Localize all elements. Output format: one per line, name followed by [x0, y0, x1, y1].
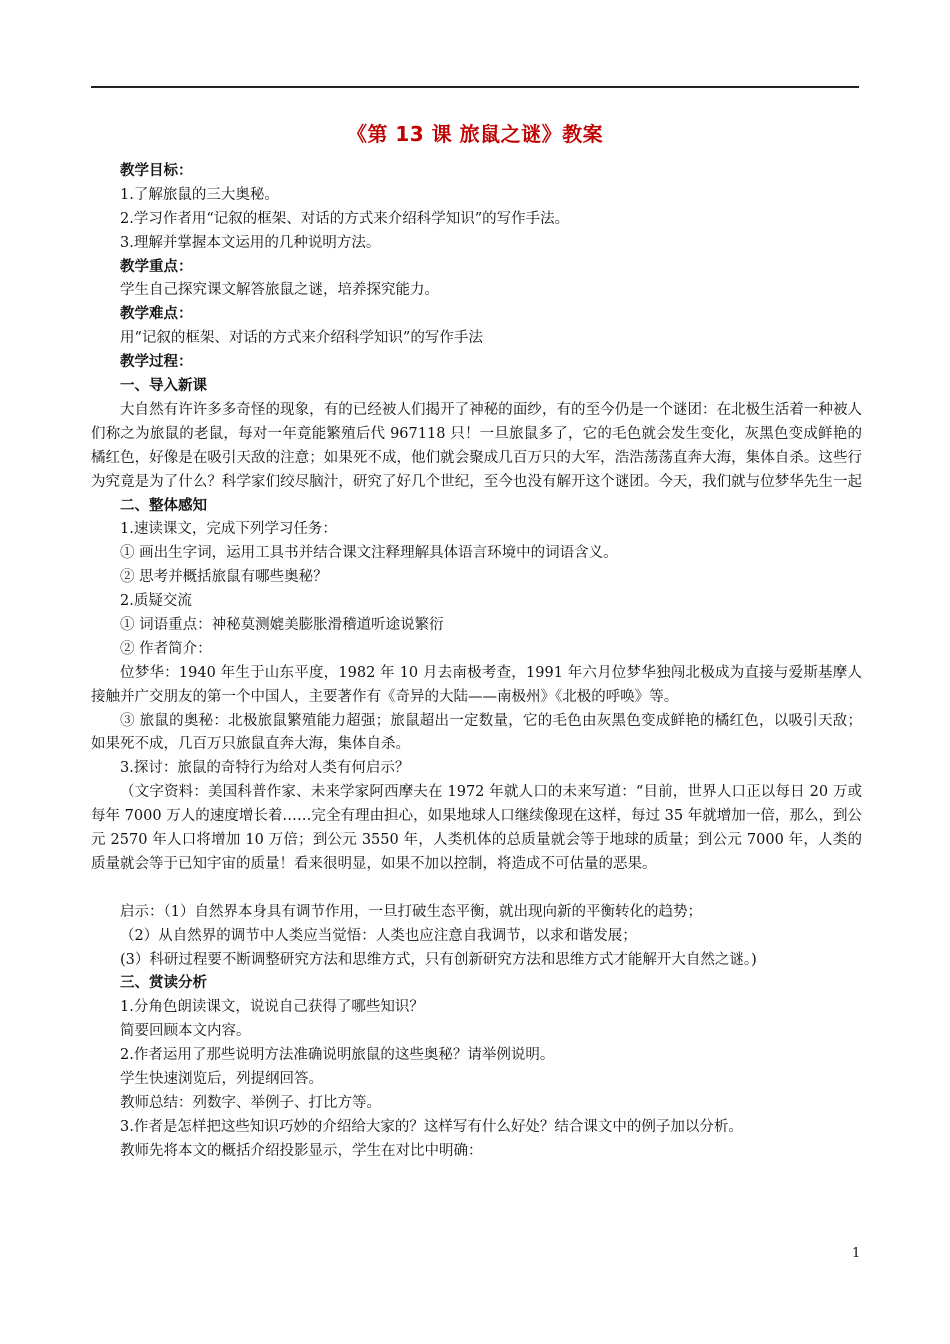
document-body	[91, 160, 862, 1164]
header-rule	[91, 86, 859, 88]
body-line: 3.理解并掌握本文运用的几种说明方法。	[120, 234, 381, 251]
body-line: 简要回顾本文内容。	[120, 1023, 251, 1040]
body-line: 用“记叙的框架、对话的方式来介绍科学知识”的写作手法	[120, 330, 483, 347]
section-heading: 教学重点：	[120, 258, 193, 275]
document-title: 《第 13 课 旅鼠之谜》教案	[346, 122, 604, 146]
section-heading: 教学目标：	[120, 163, 193, 179]
section-heading: 教学过程：	[120, 354, 193, 371]
body-line: 2.质疑交流	[120, 593, 192, 610]
body-line: 启示：（1）自然界本身具有调节作用，一旦打破生态平衡，就出现向新的平衡转化的趋势；	[120, 903, 702, 920]
body-line: 1.了解旅鼠的三大奥秘。	[120, 186, 279, 203]
body-line: 教师总结：列数字、举例子、打比方等。	[120, 1094, 381, 1111]
body-line: 1.分角色朗读课文，说说自己获得了哪些知识？	[120, 999, 424, 1016]
body-line: ① 词语重点：神秘莫测媲美膨胀滑稽道听途说繁衍	[120, 616, 444, 633]
body-paragraph: （文字资料：美国科普作家、未来学家阿西摩夫在 1972 年就人口的未来写道：“目前，世界人口正以每日 20 万或每年 7000 万人的速度增长着……完全有理由担心，如果地球人口继续像现在这样，每过 35 年就增加一倍，那么，到公元 2570 年人口将增加 10 万倍；到公元 3550 年，人类机体的总质量就会等于地球的质量；到公元 7000 年，人类的质量就会等于已知宇宙的质量！看来很明显，如果不加以控制，将造成不可估量的恶果。	[91, 784, 862, 872]
body-paragraph: 大自然有许许多多奇怪的现象，有的已经被人们揭开了神秘的面纱，有的至今仍是一个谜团：在北极生活着一种被人们称之为旅鼠的老鼠，每对一年竟能繁殖后代 967118 只！一旦旅鼠多了，它的毛色就会发生变化，灰黑色变成鲜艳的橘红色，好像是在吸引天敌的注意；如果死不成，他们就会聚成几百万只的大军，浩浩荡荡直奔大海，集体自杀。这些行为究竟是为了什么？科学家们绞尽脑汁，研究了好几个世纪，至今也没有解开这个谜团。今天，我们就与位梦华先生一起	[91, 401, 862, 490]
body-line: ② 思考并概括旅鼠有哪些奥秘？	[120, 569, 328, 586]
body-paragraph: 位梦华：1940 年生于山东平度，1982 年 10 月去南极考查，1991 年六月位梦华独闯北极成为直接与爱斯基摩人接触并广交朋友的第一个中国人，主要著作有《奇异的大陆——南极州》《北极的呼唤》等。	[91, 664, 862, 705]
body-line: 3.作者是怎样把这些知识巧妙的介绍给大家的？这样写有什么好处？结合课文中的例子加以分析。	[120, 1118, 743, 1135]
body-line: (3）科研过程要不断调整研究方法和思维方式，只有创新研究方法和思维方式才能解开大自然之谜。)	[120, 951, 757, 968]
body-line: 3.探讨：旅鼠的奇特行为给对人类有何启示？	[120, 760, 410, 777]
body-line: （2）从自然界的调节中人类应当觉悟：人类也应注意自我调节，以求和谐发展；	[120, 927, 637, 944]
section-heading: 教学难点：	[120, 306, 193, 323]
body-line: 1.速读课文，完成下列学习任务：	[120, 521, 337, 538]
body-line: ① 画出生字词，运用工具书并结合课文注释理解具体语言环境中的词语含义。	[120, 545, 618, 562]
section-heading: 一、导入新课	[120, 378, 207, 395]
body-paragraph: ③ 旅鼠的奥秘：北极旅鼠繁殖能力超强；旅鼠超出一定数量，它的毛色由灰黑色变成鲜艳的橘红色，以吸引天敌；如果死不成，几百万只旅鼠直奔大海，集体自杀。	[91, 712, 862, 753]
body-line: 2.学习作者用“记叙的框架、对话的方式来介绍科学知识”的写作手法。	[120, 210, 570, 227]
body-line: 教师先将本文的概括介绍投影显示，学生在对比中明确：	[120, 1142, 483, 1159]
body-line: 2.作者运用了那些说明方法准确说明旅鼠的这些奥秘？请举例说明。	[120, 1047, 555, 1064]
section-heading: 三、赏读分析	[120, 975, 207, 992]
section-heading: 二、整体感知	[120, 497, 207, 514]
page-number: 1	[852, 1246, 861, 1261]
body-line: 学生快速浏览后，列提纲回答。	[120, 1070, 323, 1087]
body-line: 学生自己探究课文解答旅鼠之谜，培养探究能力。	[120, 282, 439, 299]
body-line: ② 作者简介：	[120, 640, 212, 657]
